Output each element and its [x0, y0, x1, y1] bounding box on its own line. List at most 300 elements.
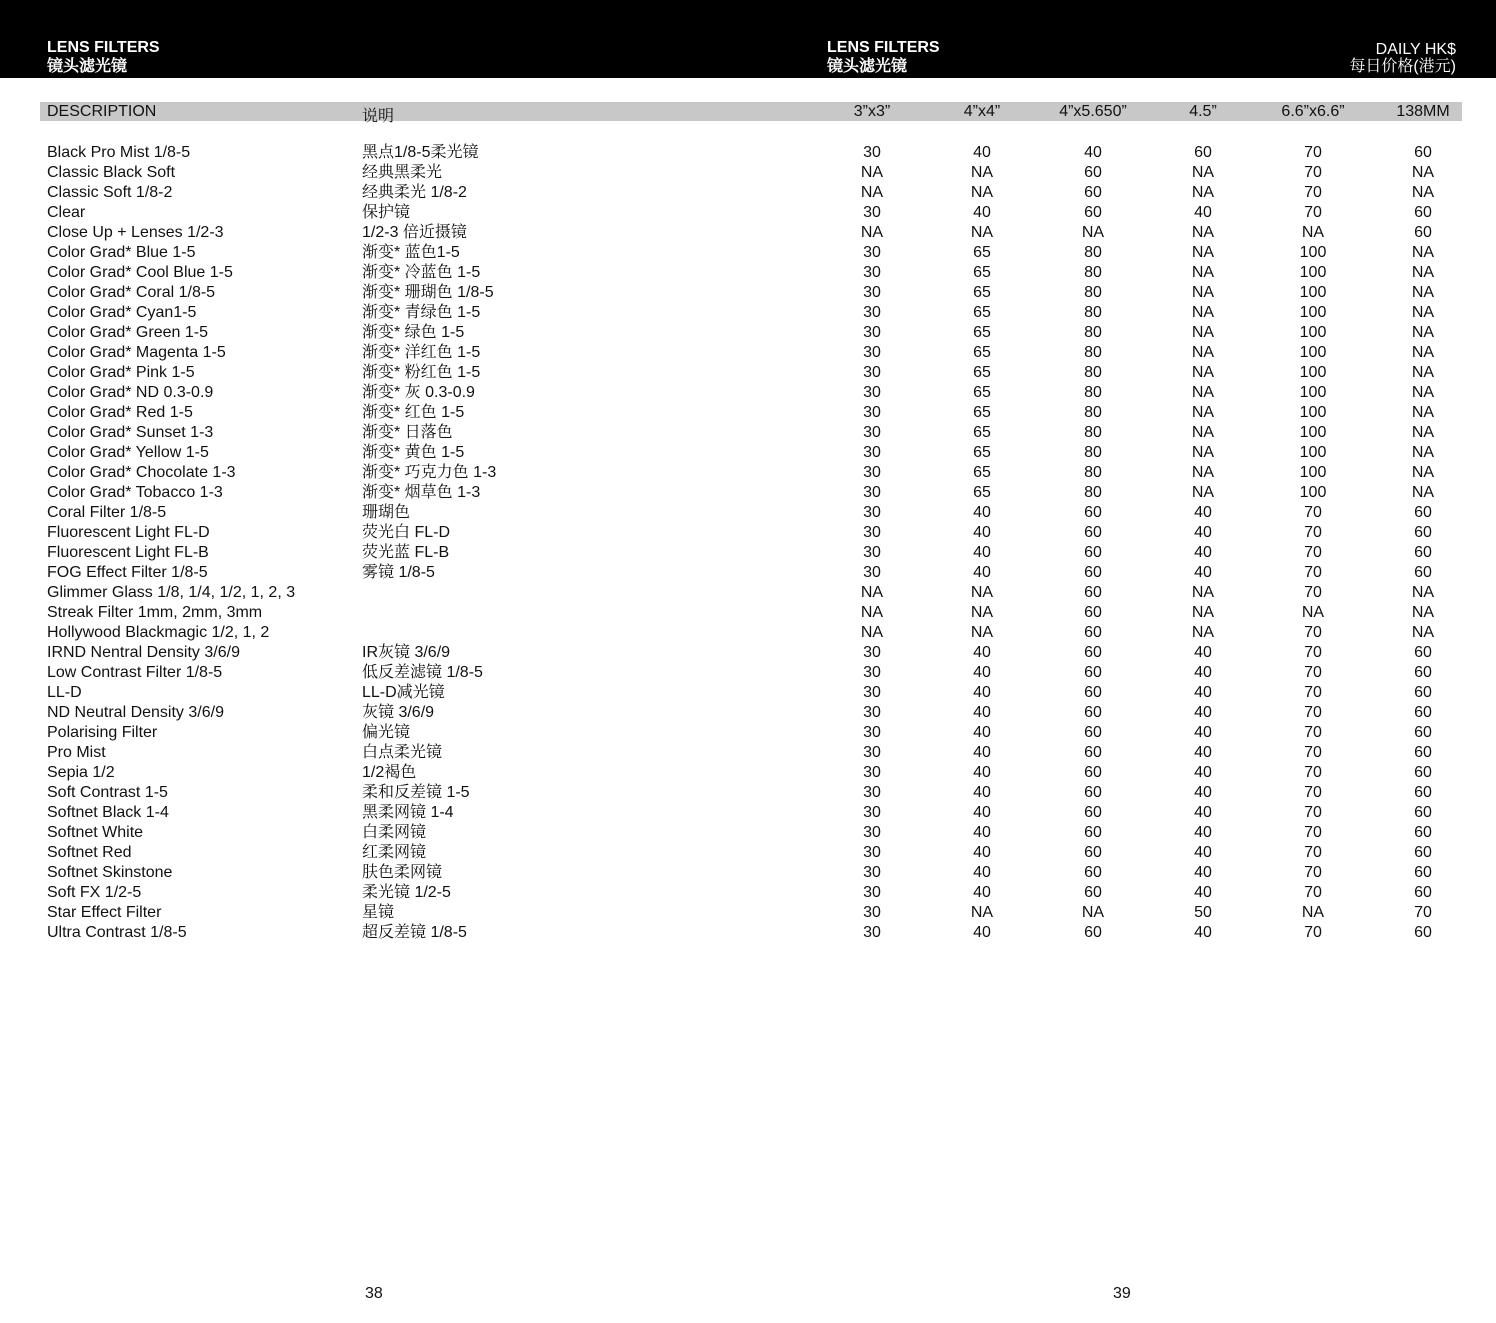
row-price-cell: NA	[1411, 364, 1435, 381]
row-description: Color Grad* Sunset 1-3	[47, 424, 214, 441]
row-price-cell: 50	[1194, 904, 1212, 921]
price-table-body	[0, 143, 1496, 943]
table-row	[0, 683, 1496, 703]
row-chinese-description: 白柔网镜	[362, 824, 427, 841]
row-description: Color Grad* Green 1-5	[47, 324, 208, 341]
row-price-cell: 60	[1414, 644, 1432, 661]
row-price-cell: NA	[860, 604, 884, 621]
price-label-cn: 每日价格(港元)	[1349, 58, 1456, 75]
row-price-cell: 70	[1304, 724, 1322, 741]
row-price-cell: 40	[973, 844, 991, 861]
table-row	[0, 903, 1496, 923]
row-price-cell: NA	[1411, 384, 1435, 401]
row-price-cell: 40	[973, 524, 991, 541]
row-price-cell: 30	[863, 524, 881, 541]
row-price-cell: NA	[970, 604, 994, 621]
row-price-cell: 40	[973, 504, 991, 521]
row-price-cell: NA	[1191, 364, 1215, 381]
row-price-cell: NA	[1191, 624, 1215, 641]
row-description: LL-D	[47, 684, 82, 701]
row-price-cell: 60	[1084, 584, 1102, 601]
row-price-cell: NA	[1191, 604, 1215, 621]
row-description: Softnet White	[47, 824, 144, 841]
row-chinese-description: 渐变* 红色 1-5	[362, 404, 465, 421]
table-row	[0, 483, 1496, 503]
row-price-cell: NA	[1411, 584, 1435, 601]
row-description: Color Grad* Red 1-5	[47, 404, 193, 421]
table-row	[0, 303, 1496, 323]
table-row	[0, 803, 1496, 823]
row-price-cell: NA	[1411, 304, 1435, 321]
price-label-en: DAILY HK$	[1375, 41, 1456, 58]
row-price-cell: NA	[1191, 304, 1215, 321]
table-row	[0, 463, 1496, 483]
row-chinese-description: IR灰镜 3/6/9	[362, 644, 451, 661]
row-price-cell: 80	[1084, 404, 1102, 421]
row-chinese-description: 渐变* 粉红色 1-5	[362, 364, 481, 381]
row-price-cell: 30	[863, 364, 881, 381]
row-description: Black Pro Mist 1/8-5	[47, 144, 191, 161]
row-price-cell: 65	[973, 304, 991, 321]
row-price-cell: NA	[1191, 384, 1215, 401]
row-price-cell: 40	[1194, 924, 1212, 941]
row-price-cell: 30	[863, 764, 881, 781]
row-price-cell: 60	[1414, 664, 1432, 681]
row-price-cell: NA	[1411, 424, 1435, 441]
row-price-cell: NA	[970, 164, 994, 181]
row-price-cell: NA	[970, 584, 994, 601]
table-row	[0, 183, 1496, 203]
row-price-cell: 65	[973, 244, 991, 261]
mid-title-en: LENS FILTERS	[827, 39, 940, 56]
row-price-cell: 40	[1194, 724, 1212, 741]
row-price-cell: 30	[863, 844, 881, 861]
row-description: Color Grad* Cool Blue 1-5	[47, 264, 233, 281]
page-number-left: 38	[365, 1285, 383, 1302]
row-price-cell: 30	[863, 664, 881, 681]
row-price-cell: 70	[1304, 804, 1322, 821]
row-chinese-description: 保护镜	[362, 204, 411, 221]
row-price-cell: 40	[973, 764, 991, 781]
row-price-cell: 60	[1414, 204, 1432, 221]
row-price-cell: NA	[1191, 484, 1215, 501]
header-bar	[0, 0, 1496, 78]
table-row	[0, 643, 1496, 663]
row-description: FOG Effect Filter 1/8-5	[47, 564, 208, 581]
row-price-cell: 40	[973, 144, 991, 161]
row-price-cell: 60	[1414, 844, 1432, 861]
row-chinese-description: 渐变* 黄色 1-5	[362, 444, 465, 461]
row-price-cell: NA	[1191, 584, 1215, 601]
row-price-cell: 60	[1414, 144, 1432, 161]
row-chinese-description: 渐变* 冷蓝色 1-5	[362, 264, 481, 281]
row-price-cell: 80	[1084, 264, 1102, 281]
row-description: Soft Contrast 1-5	[47, 784, 168, 801]
row-price-cell: NA	[1411, 184, 1435, 201]
row-chinese-description: 渐变* 青绿色 1-5	[362, 304, 481, 321]
row-price-cell: 70	[1304, 704, 1322, 721]
row-price-cell: 40	[973, 724, 991, 741]
row-price-cell: 100	[1299, 244, 1327, 261]
row-description: Fluorescent Light FL-D	[47, 524, 210, 541]
row-price-cell: 40	[1194, 544, 1212, 561]
table-row	[0, 563, 1496, 583]
row-price-cell: 60	[1414, 784, 1432, 801]
row-price-cell: NA	[1411, 624, 1435, 641]
row-price-cell: 70	[1304, 684, 1322, 701]
row-price-cell: 60	[1084, 604, 1102, 621]
row-price-cell: 80	[1084, 304, 1102, 321]
table-row	[0, 703, 1496, 723]
left-title-cn: 镜头滤光镜	[47, 58, 128, 75]
row-price-cell: 30	[863, 344, 881, 361]
row-description: Fluorescent Light FL-B	[47, 544, 209, 561]
row-price-cell: 80	[1084, 444, 1102, 461]
row-description: Color Grad* Pink 1-5	[47, 364, 195, 381]
row-description: Hollywood Blackmagic 1/2, 1, 2	[47, 624, 270, 641]
row-price-cell: NA	[1301, 224, 1325, 241]
row-chinese-description: 渐变* 洋红色 1-5	[362, 344, 481, 361]
column-header-138mm: 138MM	[1396, 103, 1450, 120]
price-label	[1349, 41, 1456, 75]
row-price-cell: 40	[1194, 504, 1212, 521]
row-description: Close Up + Lenses 1/2-3	[47, 224, 224, 241]
row-price-cell: 40	[973, 704, 991, 721]
row-price-cell: NA	[1191, 244, 1215, 261]
row-price-cell: 80	[1084, 364, 1102, 381]
table-row	[0, 423, 1496, 443]
row-price-cell: 60	[1084, 744, 1102, 761]
row-price-cell: 40	[973, 684, 991, 701]
row-price-cell: 40	[1194, 744, 1212, 761]
row-price-cell: 60	[1084, 784, 1102, 801]
row-price-cell: 70	[1304, 584, 1322, 601]
row-price-cell: 40	[1194, 684, 1212, 701]
row-price-cell: 40	[1084, 144, 1102, 161]
row-price-cell: 60	[1084, 884, 1102, 901]
table-row	[0, 363, 1496, 383]
row-price-cell: 65	[973, 404, 991, 421]
row-price-cell: 60	[1084, 764, 1102, 781]
row-price-cell: 70	[1304, 764, 1322, 781]
row-price-cell: 60	[1084, 184, 1102, 201]
row-price-cell: 40	[973, 564, 991, 581]
right-page-title	[827, 38, 940, 76]
row-chinese-description: 灰镜 3/6/9	[362, 704, 435, 721]
row-price-cell: 100	[1299, 304, 1327, 321]
row-price-cell: 60	[1084, 844, 1102, 861]
row-price-cell: 30	[863, 244, 881, 261]
row-price-cell: 30	[863, 404, 881, 421]
row-price-cell: 40	[1194, 844, 1212, 861]
row-price-cell: NA	[1411, 284, 1435, 301]
row-chinese-description: 柔光镜 1/2-5	[362, 884, 451, 901]
row-price-cell: 70	[1304, 504, 1322, 521]
row-price-cell: NA	[860, 184, 884, 201]
row-price-cell: 70	[1304, 644, 1322, 661]
row-price-cell: 100	[1299, 484, 1327, 501]
row-price-cell: 70	[1304, 204, 1322, 221]
row-price-cell: NA	[1411, 324, 1435, 341]
table-row	[0, 883, 1496, 903]
row-price-cell: 40	[1194, 664, 1212, 681]
row-price-cell: NA	[1411, 604, 1435, 621]
table-row	[0, 743, 1496, 763]
row-price-cell: NA	[860, 624, 884, 641]
row-chinese-description: 红柔网镜	[362, 844, 427, 861]
row-price-cell: 80	[1084, 424, 1102, 441]
row-price-cell: 60	[1194, 144, 1212, 161]
row-description: Softnet Black 1-4	[47, 804, 169, 821]
row-price-cell: 30	[863, 724, 881, 741]
row-description: Softnet Red	[47, 844, 132, 861]
table-row	[0, 843, 1496, 863]
row-price-cell: 100	[1299, 384, 1327, 401]
row-chinese-description: 白点柔光镜	[362, 744, 443, 761]
row-price-cell: 70	[1304, 624, 1322, 641]
row-price-cell: 60	[1414, 824, 1432, 841]
row-price-cell: 70	[1304, 864, 1322, 881]
row-chinese-description: 渐变* 巧克力色 1-3	[362, 464, 497, 481]
row-chinese-description: 渐变* 珊瑚色 1/8-5	[362, 284, 494, 301]
row-price-cell: 60	[1414, 884, 1432, 901]
row-description: Star Effect Filter	[47, 904, 162, 921]
row-price-cell: 100	[1299, 424, 1327, 441]
row-price-cell: 60	[1084, 204, 1102, 221]
row-chinese-description: 荧光白 FL-D	[362, 524, 451, 541]
row-chinese-description: 超反差镜 1/8-5	[362, 924, 467, 941]
row-description: Color Grad* Chocolate 1-3	[47, 464, 236, 481]
row-chinese-description: 低反差滤镜 1/8-5	[362, 664, 483, 681]
table-row	[0, 543, 1496, 563]
row-price-cell: 40	[973, 544, 991, 561]
row-price-cell: 100	[1299, 344, 1327, 361]
row-price-cell: 40	[1194, 204, 1212, 221]
row-price-cell: 60	[1084, 544, 1102, 561]
row-price-cell: 65	[973, 464, 991, 481]
row-price-cell: NA	[1191, 344, 1215, 361]
table-row	[0, 143, 1496, 163]
row-price-cell: 40	[1194, 864, 1212, 881]
row-price-cell: 60	[1084, 164, 1102, 181]
row-price-cell: 60	[1084, 564, 1102, 581]
row-price-cell: NA	[1411, 344, 1435, 361]
row-price-cell: 65	[973, 444, 991, 461]
row-price-cell: NA	[860, 164, 884, 181]
row-description: Classic Black Soft	[47, 164, 176, 181]
row-price-cell: 40	[1194, 644, 1212, 661]
row-price-cell: NA	[1411, 484, 1435, 501]
column-header-4-5: 4.5”	[1189, 103, 1217, 120]
table-row	[0, 223, 1496, 243]
row-description: Color Grad* Tobacco 1-3	[47, 484, 223, 501]
row-price-cell: 30	[863, 264, 881, 281]
row-price-cell: 30	[863, 924, 881, 941]
row-price-cell: 30	[863, 204, 881, 221]
row-price-cell: 60	[1084, 644, 1102, 661]
row-price-cell: 30	[863, 504, 881, 521]
row-chinese-description: 渐变* 烟草色 1-3	[362, 484, 481, 501]
row-price-cell: 100	[1299, 324, 1327, 341]
row-price-cell: 70	[1304, 744, 1322, 761]
table-row	[0, 243, 1496, 263]
row-chinese-description: 偏光镜	[362, 724, 411, 741]
row-price-cell: 65	[973, 344, 991, 361]
row-price-cell: 40	[1194, 824, 1212, 841]
row-description: Sepia 1/2	[47, 764, 115, 781]
table-row	[0, 603, 1496, 623]
row-description: Clear	[47, 204, 86, 221]
row-price-cell: 80	[1084, 284, 1102, 301]
row-price-cell: 40	[1194, 704, 1212, 721]
row-chinese-description: 渐变* 蓝色1-5	[362, 244, 460, 261]
row-price-cell: 80	[1084, 464, 1102, 481]
row-price-cell: NA	[970, 904, 994, 921]
row-price-cell: 60	[1084, 864, 1102, 881]
row-description: Color Grad* Cyan1-5	[47, 304, 197, 321]
row-price-cell: 60	[1414, 504, 1432, 521]
row-chinese-description: 经典柔光 1/8-2	[362, 184, 467, 201]
table-row	[0, 283, 1496, 303]
row-price-cell: 40	[973, 924, 991, 941]
row-price-cell: NA	[1411, 464, 1435, 481]
row-chinese-description: 珊瑚色	[362, 504, 411, 521]
row-price-cell: 60	[1084, 524, 1102, 541]
table-row	[0, 663, 1496, 683]
row-price-cell: NA	[860, 584, 884, 601]
row-price-cell: NA	[1191, 164, 1215, 181]
row-price-cell: NA	[1411, 264, 1435, 281]
table-row	[0, 443, 1496, 463]
column-header-chinese: 说明	[362, 108, 395, 125]
row-price-cell: 40	[1194, 804, 1212, 821]
row-description: Pro Mist	[47, 744, 106, 761]
row-chinese-description: 星镜	[362, 904, 395, 921]
row-price-cell: NA	[1191, 444, 1215, 461]
row-chinese-description: 经典黑柔光	[362, 164, 443, 181]
table-row	[0, 503, 1496, 523]
row-price-cell: 60	[1414, 804, 1432, 821]
table-row	[0, 623, 1496, 643]
row-price-cell: 30	[863, 464, 881, 481]
row-chinese-description: 渐变* 绿色 1-5	[362, 324, 465, 341]
row-price-cell: 65	[973, 384, 991, 401]
row-price-cell: 100	[1299, 284, 1327, 301]
table-row	[0, 923, 1496, 943]
row-description: Low Contrast Filter 1/8-5	[47, 664, 223, 681]
row-price-cell: 65	[973, 324, 991, 341]
mid-title-cn: 镜头滤光镜	[827, 58, 908, 75]
row-price-cell: NA	[1301, 604, 1325, 621]
table-row	[0, 383, 1496, 403]
row-description: Glimmer Glass 1/8, 1/4, 1/2, 1, 2, 3	[47, 584, 296, 601]
row-price-cell: 60	[1084, 724, 1102, 741]
row-price-cell: NA	[1411, 444, 1435, 461]
row-price-cell: 60	[1414, 544, 1432, 561]
table-row	[0, 263, 1496, 283]
column-header-3x3: 3”x3”	[853, 103, 891, 120]
row-chinese-description: 雾镜 1/8-5	[362, 564, 435, 581]
row-price-cell: 60	[1414, 684, 1432, 701]
row-price-cell: 60	[1414, 564, 1432, 581]
table-row	[0, 583, 1496, 603]
row-description: IRND Nentral Density 3/6/9	[47, 644, 240, 661]
row-price-cell: 40	[973, 784, 991, 801]
row-description: Softnet Skinstone	[47, 864, 173, 881]
row-price-cell: NA	[970, 184, 994, 201]
table-row	[0, 403, 1496, 423]
row-price-cell: 80	[1084, 324, 1102, 341]
row-price-cell: 30	[863, 384, 881, 401]
row-description: Classic Soft 1/8-2	[47, 184, 173, 201]
row-price-cell: 30	[863, 684, 881, 701]
row-price-cell: 100	[1299, 404, 1327, 421]
row-price-cell: NA	[970, 224, 994, 241]
row-price-cell: 60	[1414, 924, 1432, 941]
row-price-cell: 30	[863, 864, 881, 881]
row-description: Color Grad* Coral 1/8-5	[47, 284, 216, 301]
row-price-cell: NA	[970, 624, 994, 641]
row-price-cell: 70	[1304, 924, 1322, 941]
table-row	[0, 863, 1496, 883]
row-description: Ultra Contrast 1/8-5	[47, 924, 187, 941]
row-price-cell: 30	[863, 704, 881, 721]
row-chinese-description: 1/2-3 倍近摄镜	[362, 224, 467, 241]
row-price-cell: 65	[973, 364, 991, 381]
row-price-cell: 60	[1414, 724, 1432, 741]
row-chinese-description: 渐变* 灰 0.3-0.9	[362, 384, 475, 401]
table-row	[0, 343, 1496, 363]
row-price-cell: NA	[1191, 464, 1215, 481]
row-chinese-description: 黑点1/8-5柔光镜	[362, 144, 479, 161]
row-price-cell: 70	[1304, 784, 1322, 801]
row-price-cell: NA	[1191, 284, 1215, 301]
row-price-cell: 100	[1299, 464, 1327, 481]
row-price-cell: NA	[1191, 224, 1215, 241]
row-price-cell: 40	[973, 824, 991, 841]
table-row	[0, 723, 1496, 743]
row-price-cell: 60	[1414, 704, 1432, 721]
row-chinese-description: 柔和反差镜 1-5	[362, 784, 470, 801]
row-price-cell: NA	[1191, 184, 1215, 201]
row-price-cell: 30	[863, 304, 881, 321]
row-price-cell: 70	[1304, 164, 1322, 181]
row-price-cell: NA	[1191, 424, 1215, 441]
row-price-cell: 40	[1194, 884, 1212, 901]
row-price-cell: 70	[1304, 524, 1322, 541]
row-description: Color Grad* ND 0.3-0.9	[47, 384, 214, 401]
row-price-cell: 70	[1304, 664, 1322, 681]
row-price-cell: NA	[1411, 244, 1435, 261]
row-price-cell: 60	[1084, 684, 1102, 701]
column-header-6-6x6-6: 6.6”x6.6”	[1281, 103, 1345, 120]
row-chinese-description: 渐变* 日落色	[362, 424, 453, 441]
row-price-cell: 70	[1304, 884, 1322, 901]
row-price-cell: NA	[1411, 404, 1435, 421]
row-price-cell: 40	[1194, 764, 1212, 781]
row-price-cell: 70	[1304, 564, 1322, 581]
row-price-cell: NA	[1191, 264, 1215, 281]
row-description: ND Neutral Density 3/6/9	[47, 704, 224, 721]
table-row	[0, 823, 1496, 843]
row-price-cell: 60	[1084, 804, 1102, 821]
row-chinese-description: 黑柔网镜 1-4	[362, 804, 454, 821]
column-header-row	[40, 102, 1462, 125]
row-description: Color Grad* Blue 1-5	[47, 244, 196, 261]
row-price-cell: 70	[1304, 184, 1322, 201]
row-description: Coral Filter 1/8-5	[47, 504, 167, 521]
table-row	[0, 323, 1496, 343]
